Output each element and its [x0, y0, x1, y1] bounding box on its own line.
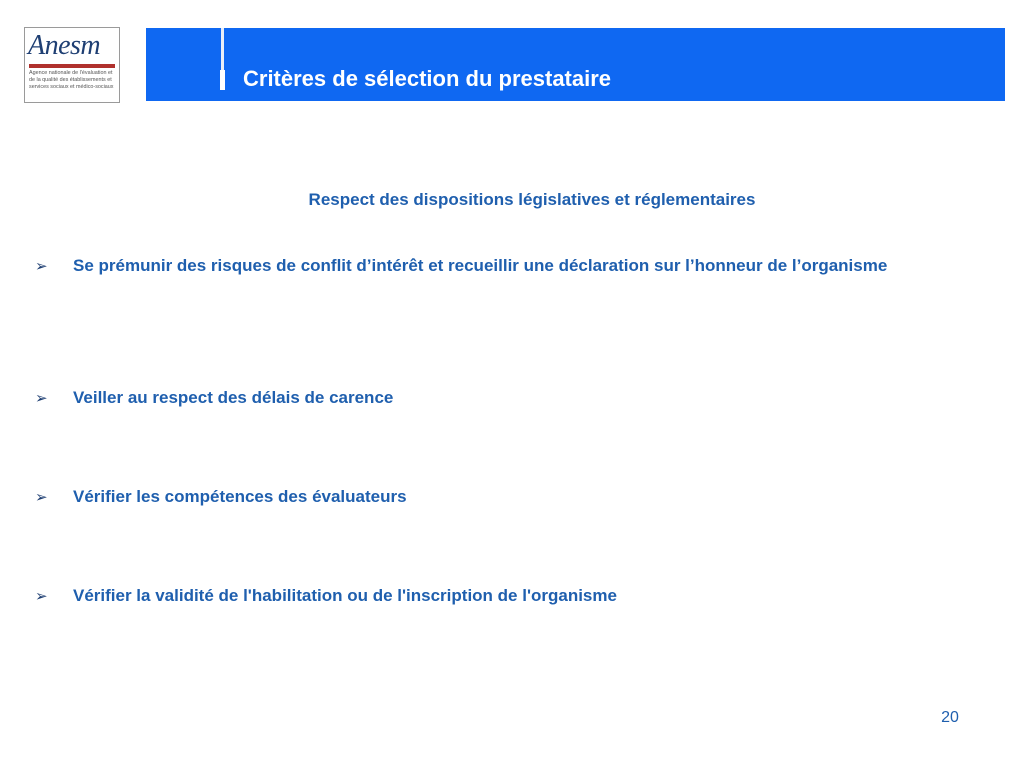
bullet-item: [35, 382, 935, 415]
bullet-text: Vérifier la validité de l'habilitation ou de l'inscription de l'organisme: [73, 586, 617, 605]
bullet-item: [35, 481, 935, 514]
arrow-bullet-icon: ➢: [35, 258, 48, 275]
bullet-item: [35, 580, 935, 613]
header-accent-bar: [220, 70, 225, 90]
page-title: Critères de sélection du prestataire: [243, 66, 612, 91]
bullet-text: Veiller au respect des délais de carence: [73, 388, 394, 407]
logo-wordmark: Anesm: [28, 30, 101, 61]
header-band: [146, 28, 1005, 101]
bullet-item: [35, 250, 935, 283]
arrow-bullet-icon: ➢: [35, 390, 48, 407]
bullet-text: Vérifier les compétences des évaluateurs: [73, 487, 407, 506]
page-number: 20: [941, 709, 959, 726]
slide-subtitle: Respect des dispositions législatives et réglementaires: [308, 190, 756, 209]
arrow-bullet-icon: ➢: [35, 588, 48, 605]
anesm-logo: [24, 27, 120, 103]
logo-tagline: Agence nationale de l'évaluation et de la qualité des établissements et services sociaux et médico-sociaux: [29, 70, 114, 90]
logo-rule: [29, 64, 115, 68]
arrow-bullet-icon: ➢: [35, 489, 48, 506]
bullet-text: Se prémunir des risques de conflit d’intérêt et recueillir une déclaration sur l’honneur de l’organisme: [73, 256, 888, 275]
